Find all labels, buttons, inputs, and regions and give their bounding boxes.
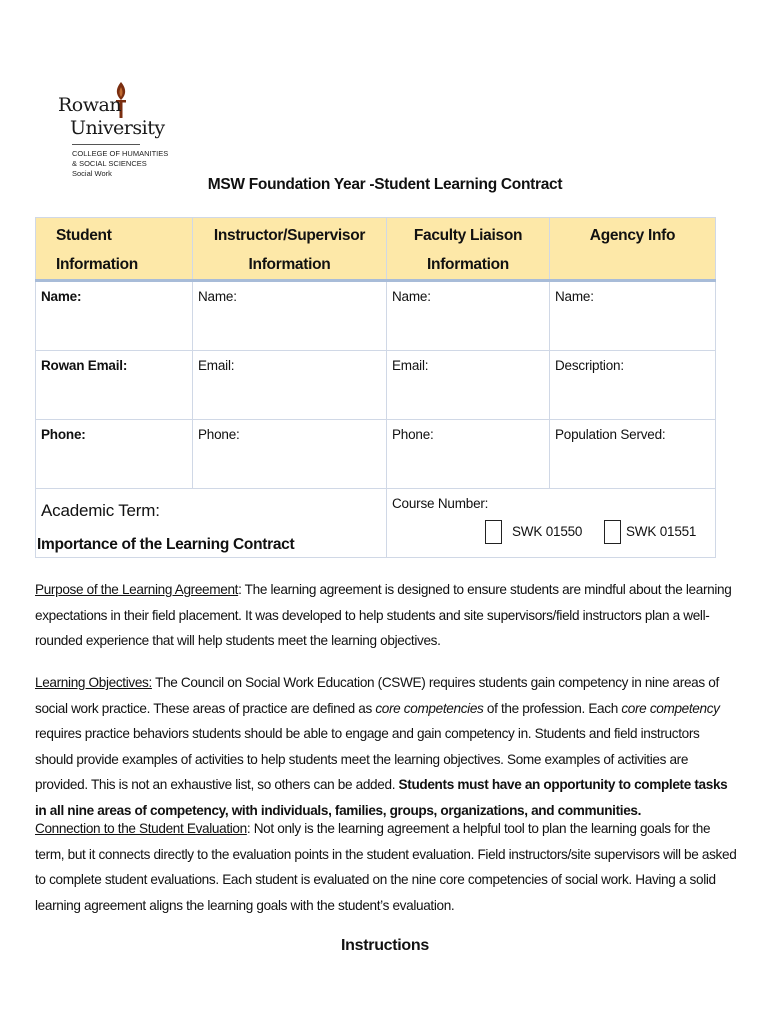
header-faculty-liaison-info: Faculty Liaison Information: [387, 218, 550, 281]
logo-university: University: [70, 117, 165, 139]
objectives-text-1: The Council on Social Work Education (CSWE) requires students gain competency in nine areas of social work practice. These areas of practice are defined as: [35, 675, 719, 716]
page-title: MSW Foundation Year -Student Learning Contract: [207, 176, 563, 193]
objectives-text-2: of the profession. Each: [483, 700, 622, 716]
logo-college-line-2: & SOCIAL SCIENCES: [72, 159, 147, 168]
swk-01550-label: SWK 01550: [512, 524, 583, 539]
rowan-logo: [58, 72, 169, 192]
swk-01550-checkbox[interactable]: [485, 520, 502, 544]
connection-paragraph: [35, 816, 740, 918]
contact-info-table: [35, 217, 716, 558]
objectives-bold: Students must have an opportunity to complete tasks in all nine areas of competency, with individuals, families, groups, organizations, and communities.: [35, 777, 728, 818]
table-row: [36, 351, 716, 420]
swk-01551-label: SWK 01551: [626, 524, 697, 539]
student-name-field[interactable]: Name:: [36, 281, 193, 351]
objectives-label: Learning Objectives:: [35, 675, 152, 690]
student-phone-field[interactable]: Phone:: [36, 420, 193, 489]
instructor-email-field[interactable]: Email:: [193, 351, 387, 420]
logo-college-line-3: Social Work: [72, 169, 112, 178]
purpose-paragraph: [35, 577, 740, 654]
objectives-italic-1: core competencies: [375, 700, 484, 716]
connection-text: : Not only is the learning agreement a helpful tool to plan the learning goals for the term, but it connects directly to the evaluation points in the student evaluation. Field instructors/site supervisors will be asked to complete student evaluations. Each student is evaluated on the nine core competencies of social work. Having a solid learning agreement aligns the learning goals with the student’s evaluation.: [35, 821, 737, 913]
student-email-field[interactable]: Rowan Email:: [36, 351, 193, 420]
liaison-email-field[interactable]: Email:: [387, 351, 550, 420]
swk-01551-checkbox[interactable]: [604, 520, 621, 544]
header-instructor-info: Instructor/Supervisor Information: [193, 218, 387, 281]
objectives-italic-2: core competency: [621, 700, 720, 716]
logo-divider: [72, 144, 140, 145]
liaison-name-field[interactable]: Name:: [387, 281, 550, 351]
importance-heading: Importance of the Learning Contract: [37, 536, 295, 553]
header-student-info: Student Information: [36, 218, 193, 281]
connection-label: Connection to the Student Evaluation: [35, 821, 247, 836]
course-number-label: Course Number:: [392, 496, 489, 511]
logo-rowan: Rowan: [58, 94, 122, 116]
agency-description-field[interactable]: Description:: [550, 351, 716, 420]
objectives-text-3: requires practice behaviors students should be able to engage and gain competency in. Students and field instructors should provide examples of activities to help students meet the learning objectives. Some examples of activities are provided. This is not an exhaustive list, so others can be added.: [35, 726, 700, 792]
instructor-name-field[interactable]: Name:: [193, 281, 387, 351]
purpose-text: : The learning agreement is designed to ensure students are mindful about the learning expectations in their field placement. It was developed to help students and site supervisors/field instructors plan a well-rounded experience that will help students meet the learning objectives.: [35, 582, 732, 648]
agency-name-field[interactable]: Name:: [550, 281, 716, 351]
table-row: [36, 420, 716, 489]
instructor-phone-field[interactable]: Phone:: [193, 420, 387, 489]
instructions-heading: Instructions: [341, 937, 429, 954]
purpose-label: Purpose of the Learning Agreement: [35, 582, 239, 597]
liaison-phone-field[interactable]: Phone:: [387, 420, 550, 489]
academic-term-label: Academic Term:: [41, 501, 160, 520]
logo-college-line-1: COLLEGE OF HUMANITIES: [72, 149, 169, 158]
logo-college: [72, 149, 168, 179]
objectives-paragraph: [35, 670, 740, 823]
table-header-row: [36, 218, 716, 281]
agency-population-field[interactable]: Population Served:: [550, 420, 716, 489]
table-row: [36, 281, 716, 351]
header-agency-info: Agency Info: [550, 218, 716, 281]
course-number-cell: [387, 489, 716, 558]
